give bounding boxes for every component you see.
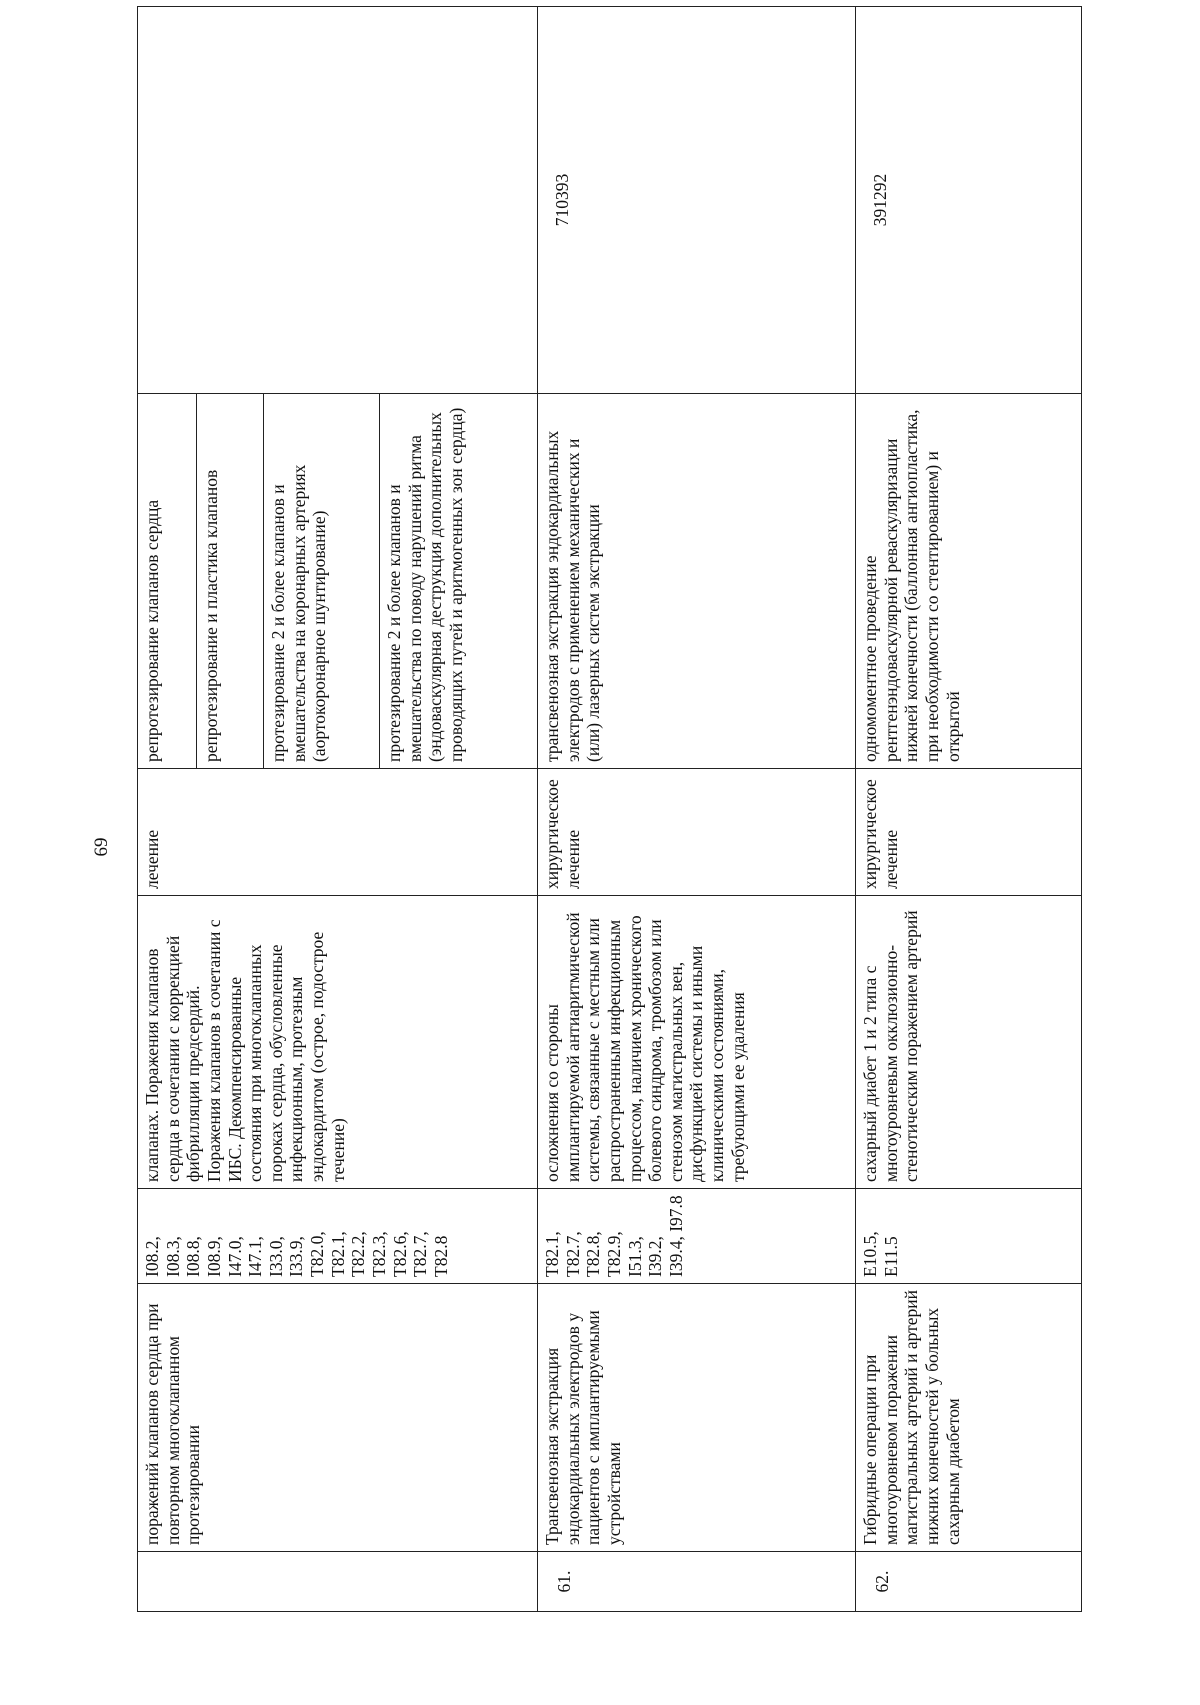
rotated-table-wrapper bbox=[137, 107, 1082, 1612]
treatment-type: хирургическое лечение bbox=[538, 769, 856, 896]
method-item: протезирование 2 и более клапанов и вмешательства на коронарных артериях (аортокоронарное шунтирование) bbox=[264, 394, 380, 768]
treatment-type: хирургическое лечение bbox=[856, 769, 1082, 896]
method-item: репротезирование и пластика клапанов bbox=[197, 394, 264, 768]
icd-codes: E10.5, E11.5 bbox=[856, 1189, 1082, 1284]
price bbox=[138, 7, 538, 394]
service-name: поражений клапанов сердца при повторном многоклапанном протезировании bbox=[138, 1284, 538, 1552]
icd-codes: T82.1, T82.7, T82.8, T82.9, I51.3, I39.2, I39.4, I97.8 bbox=[538, 1189, 856, 1284]
table-row bbox=[856, 7, 1082, 1612]
patient-model: осложнения со стороны имплантируемой антиаритмической системы, связанные с местным или распространенным инфекционным процессом, наличием хронического болевого синдрома, тромбозом или стенозом магистральных вен, дисфункцией системы и иными клиническими состояниями, требующими ее удаления bbox=[538, 896, 856, 1189]
treatment-methods: одномоментное проведение рентгенэндоваскулярной реваскуляризации нижней конечности (баллонная ангиопластика, при необходимости со стентированием) и открытой bbox=[856, 394, 1082, 769]
table-row bbox=[138, 7, 538, 1612]
service-name: Трансвенозная экстракция эндокардиальных электродов у пациентов с имплантируемыми устройствами bbox=[538, 1284, 856, 1552]
price: 391292 bbox=[856, 7, 1082, 394]
method-item: репротезирование клапанов сердца bbox=[138, 394, 197, 768]
services-table bbox=[137, 6, 1082, 1612]
patient-model: сахарный диабет 1 и 2 типа с многоуровневым окклюзионно-стенотическим поражением артерий bbox=[856, 896, 1082, 1189]
table-row bbox=[538, 7, 856, 1612]
treatment-methods: трансвенозная экстракция эндокардиальных электродов с применением механических и (или) лазерных систем экстракции bbox=[538, 394, 856, 769]
page-number: 69 bbox=[91, 837, 112, 857]
patient-model: клапанах. Поражения клапанов сердца в сочетании с коррекцией фибрилляции предсердий. Поражения клапанов в сочетании с ИБС. Декомпенсированные состояния при многоклапанных пороках сердца, обусловленные инфекционным, протезным эндокардитом (острое, подострое течение) bbox=[138, 896, 538, 1189]
price: 710393 bbox=[538, 7, 856, 394]
method-item: протезирование 2 и более клапанов и вмешательства по поводу нарушений ритма (эндоваскулярная деструкция дополнительных проводящих путей и аритмогенных зон сердца) bbox=[384, 407, 466, 762]
row-number: 62. bbox=[856, 1552, 1082, 1612]
treatment-methods bbox=[138, 394, 538, 769]
treatment-type: лечение bbox=[138, 769, 538, 896]
row-number: 61. bbox=[538, 1552, 856, 1612]
icd-codes: I08.2, I08.3, I08.8, I08.9, I47.0, I47.1, I33.0, I33.9, T82.0, T82.1, T82.2, T82.3, T82.6, T82.7, T82.8 bbox=[138, 1189, 538, 1284]
row-number bbox=[138, 1552, 538, 1612]
service-name: Гибридные операции при многоуровневом поражении магистральных артерий и артерий нижних конечностей у больных сахарным диабетом bbox=[856, 1284, 1082, 1552]
